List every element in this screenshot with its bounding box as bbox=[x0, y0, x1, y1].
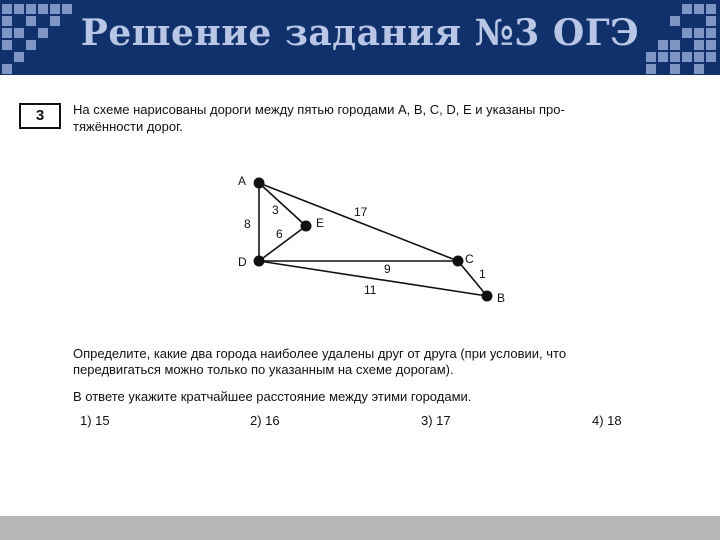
task-statement-line-1: На схеме нарисованы дороги между пятью городами A, B, C, D, E и указаны про- bbox=[73, 102, 565, 117]
node-E bbox=[301, 221, 312, 232]
node-C bbox=[453, 256, 464, 267]
edge-A-C bbox=[259, 183, 458, 261]
node-label-A: A bbox=[238, 174, 247, 188]
task-statement-line-2: тяжённости дорог. bbox=[73, 119, 183, 134]
edge-weight-D-C: 9 bbox=[384, 262, 391, 276]
edge-weight-A-C: 17 bbox=[354, 205, 368, 219]
answer-option-2[interactable]: 2) 16 bbox=[250, 413, 280, 428]
slide-title: Решение задания №3 ОГЭ bbox=[80, 12, 640, 54]
slide-footer-bar bbox=[0, 516, 720, 540]
node-label-B: B bbox=[497, 291, 506, 305]
task-question-line-1: Определите, какие два города наиболее удалены друг от друга (при условии, что bbox=[73, 346, 567, 361]
node-A bbox=[254, 178, 265, 189]
edge-weight-D-B: 11 bbox=[364, 283, 377, 297]
task-question-line-2: передвигаться можно только по указанным на схеме дорогам). bbox=[73, 362, 454, 377]
node-B bbox=[482, 291, 493, 302]
answer-option-1[interactable]: 1) 15 bbox=[80, 413, 110, 428]
edge-weight-A-D: 8 bbox=[244, 217, 251, 231]
task-instruction: В ответе укажите кратчайшее расстояние между этими городами. bbox=[73, 389, 472, 404]
node-label-E: E bbox=[316, 216, 325, 230]
edge-weight-A-E: 3 bbox=[272, 203, 279, 217]
answer-option-3[interactable]: 3) 17 bbox=[421, 413, 451, 428]
edge-A-E bbox=[259, 183, 306, 226]
edge-weight-D-E: 6 bbox=[276, 227, 283, 241]
task-number-box: 3 bbox=[19, 103, 61, 129]
answer-option-4[interactable]: 4) 18 bbox=[592, 413, 622, 428]
node-label-D: D bbox=[238, 255, 247, 269]
node-D bbox=[254, 256, 265, 267]
edge-weight-C-B: 1 bbox=[479, 267, 486, 281]
node-label-C: C bbox=[465, 252, 474, 266]
